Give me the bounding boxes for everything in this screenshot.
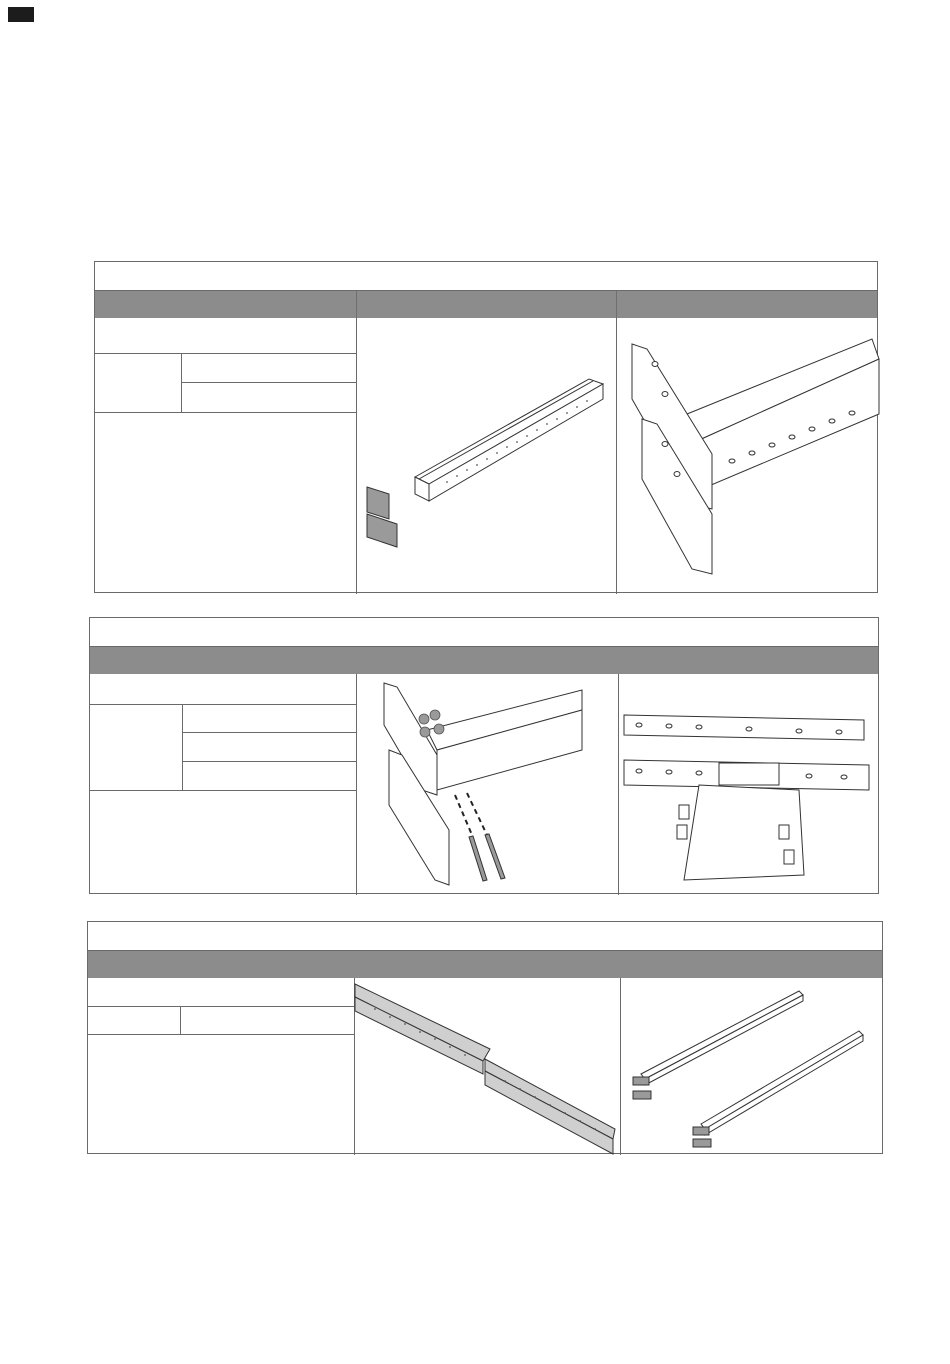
section-1-table [94, 261, 878, 593]
section-3-header-bar [88, 951, 882, 978]
section-2-title-row [90, 618, 878, 647]
section-1-header-bar [95, 291, 877, 318]
section-1-title-row [95, 262, 877, 291]
section-2-table [89, 617, 879, 894]
bolted-plate-assembly-illustration [619, 675, 880, 895]
channel-rail-with-brackets-illustration [357, 319, 616, 594]
section-2-header-bar [90, 647, 878, 674]
section-3-title-row [88, 922, 882, 951]
bolt-insertion-detail-illustration [357, 675, 618, 895]
two-rail-assemblies-illustration [621, 979, 884, 1155]
section-3-table [87, 921, 883, 1154]
rail-joining-detail-illustration [355, 979, 620, 1155]
page-marker [8, 7, 34, 22]
bracket-mounted-rail-closeup-illustration [617, 319, 879, 594]
